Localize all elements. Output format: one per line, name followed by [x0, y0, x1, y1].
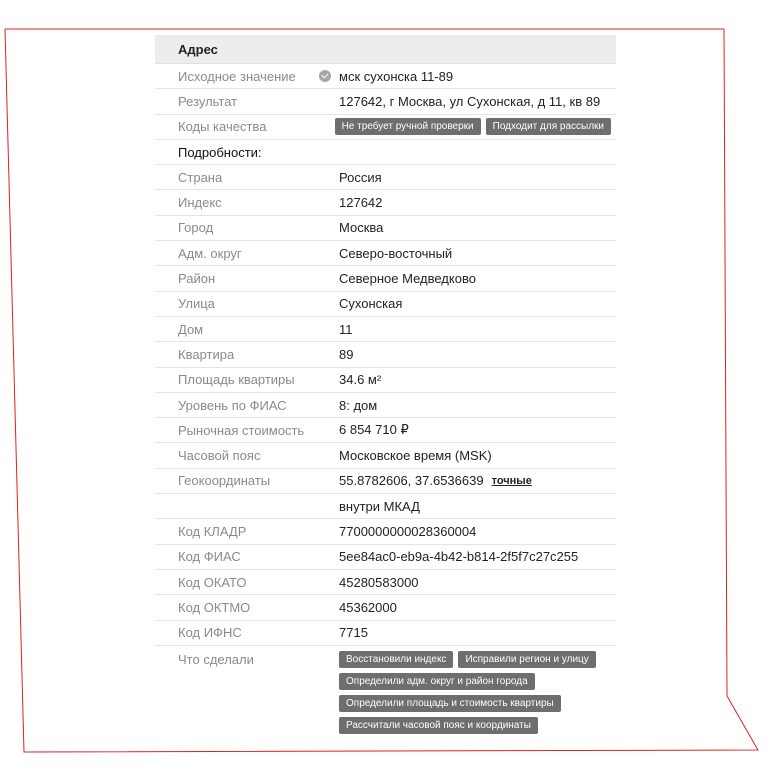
detail-value: [339, 322, 353, 337]
row-value: [339, 69, 453, 84]
row-label: Что сделали: [178, 651, 254, 667]
detail-row: [155, 469, 616, 494]
detail-label: Рыночная стоимость: [178, 422, 305, 438]
detail-value-text: внутри МКАД: [339, 498, 420, 514]
detail-row: [155, 393, 616, 418]
detail-value-text: Москва: [339, 220, 384, 236]
row-quality: [155, 115, 616, 140]
source-value: мск сухонска 11-89: [339, 68, 454, 84]
detail-label: Код ОКТМО: [178, 599, 251, 615]
detail-row: [155, 190, 616, 215]
detail-value: [339, 524, 476, 539]
detail-value-text: 55.8782606, 37.6536639: [339, 473, 484, 489]
quality-badge: Не требует ручной проверки: [335, 118, 481, 135]
detail-row: [155, 519, 616, 544]
detail-value: [339, 220, 383, 235]
action-badges: [339, 651, 601, 739]
detail-label: Дом: [178, 321, 204, 337]
detail-value-text: 45280583000: [339, 574, 419, 590]
detail-value-text: Северное Медведково: [339, 271, 476, 287]
detail-value: [339, 170, 382, 185]
detail-label: Город: [178, 220, 214, 236]
detail-value-text: 5ee84ac0-eb9a-4b42-b814-2f5f7c27c255: [339, 549, 579, 565]
detail-row: [155, 292, 616, 317]
detail-value: [339, 600, 397, 615]
detail-value: [339, 499, 420, 514]
card-title: Адрес: [178, 41, 218, 57]
address-card: [155, 35, 616, 739]
detail-value-text: 34.6 м²: [339, 372, 382, 388]
details-list: [155, 165, 616, 646]
precision-link[interactable]: точные: [491, 474, 532, 487]
detail-row: [155, 595, 616, 620]
detail-row: [155, 368, 616, 393]
detail-value-text: 89: [339, 346, 354, 362]
detail-row: [155, 241, 616, 266]
row-label: Результат: [178, 93, 238, 109]
detail-label: Код ОКАТО: [178, 574, 247, 590]
detail-label: Геокоординаты: [178, 473, 271, 489]
detail-value: [339, 372, 381, 387]
details-title: Подробности:: [178, 144, 262, 160]
detail-label: Адм. округ: [178, 245, 242, 261]
detail-label: Квартира: [178, 346, 235, 362]
detail-label: Улица: [178, 296, 215, 312]
detail-value-text: 7700000000028360004: [339, 523, 477, 539]
detail-value-text: 45362000: [339, 599, 397, 615]
detail-value: [339, 473, 532, 488]
action-badge: Определили адм. округ и район города: [339, 673, 535, 690]
detail-value-text: Московское время (MSK): [339, 448, 492, 464]
row-label: Исходное значение: [178, 68, 296, 84]
detail-label: Индекс: [178, 195, 222, 211]
detail-row: [155, 621, 616, 646]
detail-label: Площадь квартиры: [178, 372, 295, 388]
detail-value-text: 8: дом: [339, 397, 378, 413]
detail-row: [155, 443, 616, 468]
quality-badges: [335, 118, 616, 135]
detail-value: [339, 448, 492, 463]
detail-value-text: 127642: [339, 195, 383, 211]
detail-value-text: 7715: [339, 625, 368, 641]
detail-value: [339, 296, 402, 311]
row-actions: [155, 646, 616, 739]
detail-value: [339, 246, 452, 261]
detail-value: [339, 347, 353, 362]
detail-value-text: Северо-восточный: [339, 245, 453, 261]
detail-row: [155, 342, 616, 367]
row-source: [155, 64, 616, 89]
detail-label: Код ФИАС: [178, 549, 241, 565]
detail-label: Район: [178, 271, 216, 287]
detail-value: [339, 195, 382, 210]
detail-value: [339, 625, 368, 640]
detail-value: [339, 271, 476, 286]
action-badge: Определили площадь и стоимость квартиры: [339, 695, 561, 712]
detail-label: Часовой пояс: [178, 448, 261, 464]
detail-row: [155, 418, 616, 443]
action-badge: Восстановили индекс: [339, 651, 453, 668]
detail-row: [155, 494, 616, 519]
detail-label: Код ИФНС: [178, 625, 242, 641]
detail-value-text: 11: [339, 321, 353, 337]
detail-value: [339, 422, 409, 438]
quality-badge: Подходит для рассылки: [486, 118, 611, 135]
detail-row: [155, 165, 616, 190]
detail-value-text: Сухонская: [339, 296, 403, 312]
action-badge: Исправили регион и улицу: [458, 651, 595, 668]
detail-row: [155, 216, 616, 241]
action-badge: Рассчитали часовой пояс и координаты: [339, 717, 538, 734]
detail-row: [155, 570, 616, 595]
row-result: [155, 89, 616, 114]
result-value: 127642, г Москва, ул Сухонская, д 11, кв 89: [339, 93, 601, 109]
detail-value-text: 6 854 710 ₽: [339, 422, 409, 438]
detail-label: Уровень по ФИАС: [178, 397, 287, 413]
detail-row: [155, 266, 616, 291]
row-label: Коды качества: [178, 119, 267, 135]
detail-value: [339, 575, 419, 590]
detail-value: [339, 549, 578, 564]
detail-label: Код КЛАДР: [178, 523, 247, 539]
detail-value: [339, 398, 377, 413]
detail-value-text: Россия: [339, 169, 382, 185]
detail-row: [155, 317, 616, 342]
detail-row: [155, 545, 616, 570]
details-section-title: [155, 140, 616, 165]
detail-label: Страна: [178, 169, 223, 185]
card-header: [155, 35, 616, 64]
